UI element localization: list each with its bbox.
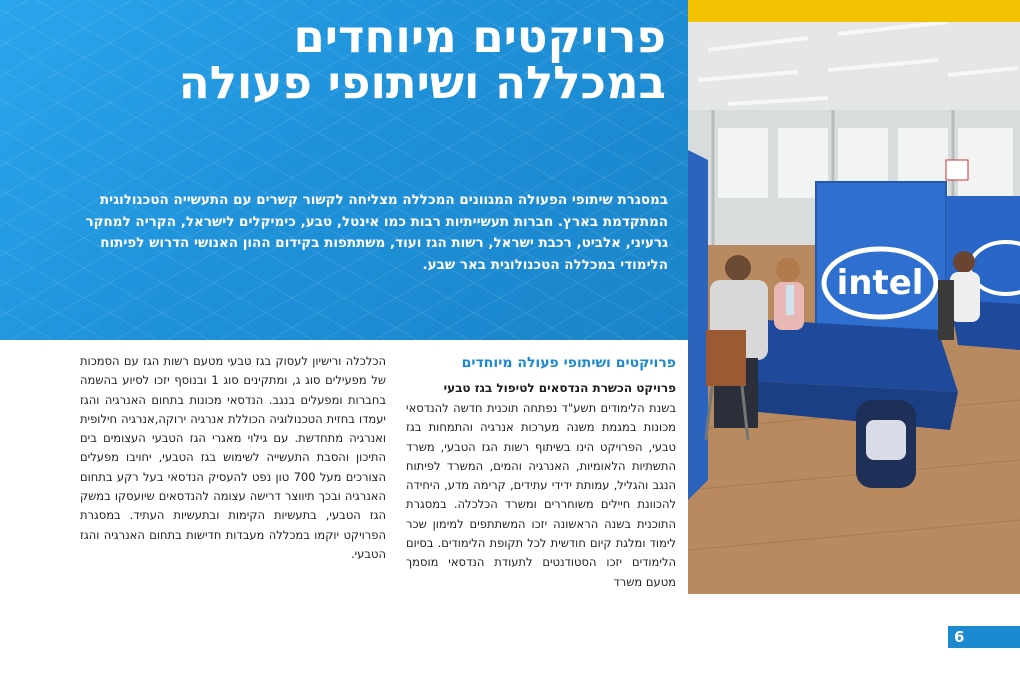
page-title [66,10,666,109]
hero-banner [0,0,688,340]
article-paragraph-right: בשנת הלימודים תשע"ד נפתחה תוכנית חדשה להנדסאי מכונות במגמת משנה מערכות אנרגיה והתמחות בגז טבעי, הפרויקט הינו בשיתוף רשות הגז הטבעי, משרד התשתיות הלאומיות, האנרגיה והמים, המשרד לפיתוח הנגב והגליל, עמותת ידידי עתידים, קרימה מדע, היחידה להכוונת חיילים משוחררים ומשרד הכלכלה. במסגרת התוכנית בשנה הראשונה יזכו המשתתפים למימון שכר לימוד ומלגת קיום חודשית לכל תקופת הלימודים. בסיום הלימודים יזכו הסטודנטים לתעודת הנדסאי מוסמך מטעם משרד [406,401,676,589]
intro-paragraph: במסגרת שיתופי הפעולה המגוונים המכללה מצליחה לקשור קשרים עם התעשייה הטכנולוגית המתקדמת בארץ. חברות תעשייתיות רבות כמו אינטל, טבע, כימיקלים לישראל, הקריה למחקר גרעיני, אלביט, רכבת ישראל, רשות הגז ועוד, משתתפות בקידום ההון האנושי הדרוש לפיתוח הלימודי במכללה הטכנולוגית באר שבע. [85,192,668,273]
page-title-line-2: במכללה ושיתופי פעולה [178,56,666,109]
accent-bar [688,0,1020,22]
page-number-bar [948,626,1020,648]
page-title-line-1: פרויקטים מיוחדים [293,10,666,63]
section-title: פרויקטים ושיתופי פעולה מיוחדים [461,355,676,371]
article-column-right [406,352,676,592]
intel-booth-photo [688,0,1020,594]
article-paragraph-left: הכלכלה ורישיון לעסוק בגז טבעי מטעם רשות הגז עם הסמכות של מפעילים סוג ג, ומתקינים סוג 1 ובנוסף יזכו לסיוע בהשמה בחברות ומפעלים בנגב. הנדסאי מכונות בתחום האנרגיה והגז יעמדו בחזית הטכנולוגיה הכוללת אנרגיה ירוקה,אנרגיה חילופית ואנרגיה מתחדשת. עם גילוי מאגרי הגז הטבעי העצומים בים התיכון והסבת התעשייה לשימוש בגז הטבעי, יחויבו מפעלים הצורכים מעל 700 טון נפט להעסיק הנדסאי בעל רקע בתחום האנרגיה ובכך תיווצר דרישה עצומה להנדסאים שיועסקו במשק הגז הטבעי, בתעשיות הקימות ובתעשיות העתיד. במסגרת הפרויקט יוקמו במכללה מעבדות חדישות בתחום האנרגיה והגז הטבעי. [80,354,386,561]
article-column-left [80,352,386,564]
page-number: 6 [954,628,965,646]
subsection-title: פרויקט הכשרת הנדסאים לטיפול בגז טבעי [443,381,676,395]
intel-logo: intel [836,263,924,303]
